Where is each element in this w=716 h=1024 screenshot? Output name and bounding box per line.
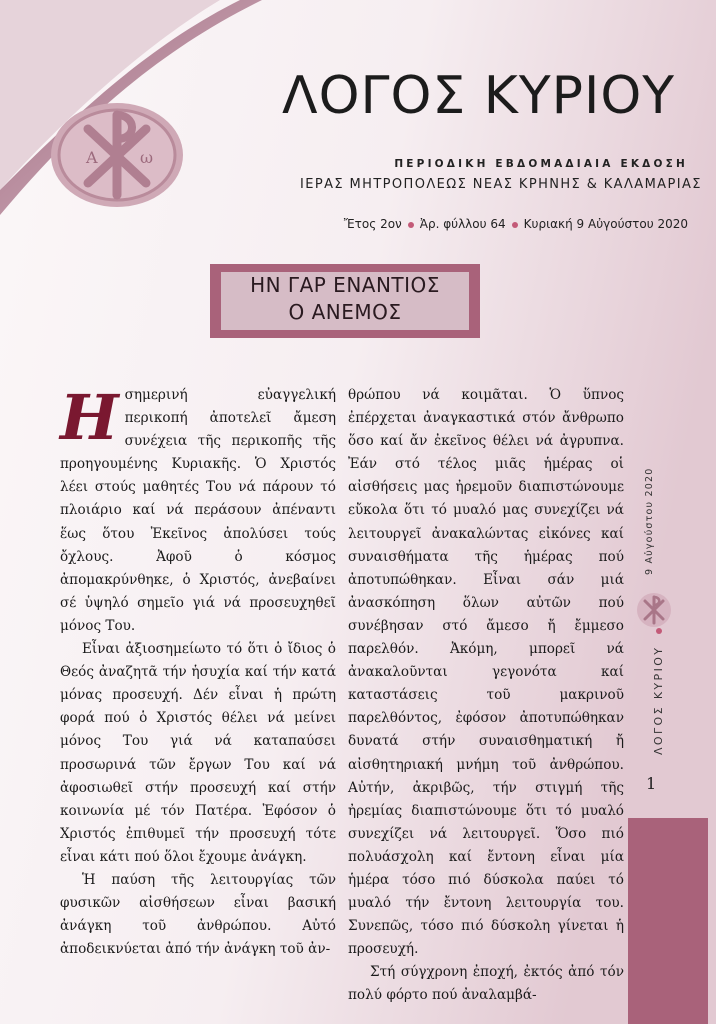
svg-text:Α: Α — [86, 148, 98, 167]
article-paragraph-5: Στή σύγχρονη ἐποχή, ἐκτός ἀπό τόν πολύ φόρτο πού ἀναλαμβά- — [348, 964, 624, 1004]
headline — [221, 272, 469, 330]
svg-text:ω: ω — [140, 148, 154, 167]
issue-number: Ἀρ. φύλλου 64 — [419, 217, 506, 231]
sidebar-date: 9 Αὐγούστου 2020 — [644, 467, 655, 575]
bullet-icon — [408, 222, 414, 228]
article-paragraph-1: Ησημερινή εὐαγγελική περικοπή ἀποτελεῖ ἄμεση συνέχεια τῆς περικοπῆς τῆς προηγουμένης Κυριακῆς. Ὁ Χριστός λέει στούς μαθητές Του νά πάρουν τό πλοιάριο καί νά περάσουν ἀπέναντι ἕως ὅτου Ἐκεῖνος ἀπολύσει τούς ὄχλους. Ἀφοῦ ὁ κόσμος ἀπομακρύνθηκε, ὁ Χριστός, ἀνεβαίνει σέ ὑψηλό σημεῖο γιά νά προσευχηθεῖ μόνος Του. — [60, 381, 336, 634]
masthead-subtitle-metropolis: ΙΕΡΑΣ ΜΗΤΡΟΠΟΛΕΩΣ ΝΕΑΣ ΚΡΗΝΗΣ & ΚΑΛΑΜΑΡΙΑΣ — [300, 177, 702, 192]
headline-box — [210, 264, 480, 338]
drop-cap: Η — [60, 381, 119, 454]
headline-line-2: Ο ΑΝΕΜΟΣ — [288, 300, 402, 324]
issue-year: Ἔτος 2ον — [343, 217, 402, 231]
article-column-right — [348, 384, 624, 1008]
sidebar-brand: ΛΟΓΟΣ ΚΥΡΙΟΥ — [652, 628, 665, 755]
article-paragraph-3: Ἡ παύση τῆς λειτουργίας τῶν φυσικῶν αἰσθήσεων εἶναι βασική ἀνάγκη τοῦ ἀνθρώπου. Αὐτό ἀποδεικνύεται ἀπό τήν ἀνάγκη τοῦ ἀν- — [60, 871, 336, 958]
issue-date: Κυριακή 9 Αὐγούστου 2020 — [523, 217, 688, 231]
chi-rho-medallion-icon — [48, 101, 186, 209]
masthead-subtitle-periodical: ΠΕΡΙΟΔΙΚΗ ΕΒΔΟΜΑΔΙΑΙΑ ΕΚΔΟΣΗ — [394, 158, 688, 170]
issue-info — [290, 217, 688, 231]
article-paragraph-2: Εἶναι ἀξιοσημείωτο τό ὅτι ὁ ἴδιος ὁ Θεός ἀναζητᾶ τήν ἡσυχία καί τήν κατά μόνας προσευχή. Δέν εἶναι ἡ πρώτη φορά πού ὁ Χριστός θέλει νά μείνει μόνος Του γιά νά καταπαύσει προσωρινά τῶν ἔργων Του καί νά ἀφοσιωθεῖ στήν προσευχή καί στήν κοινωνία μέ τόν Πατέρα. Ἐφόσον ὁ Χριστός ἐπιθυμεῖ τήν προσευχή τότε εἶναι κάτι πού ὅλοι ἔχουμε ἀνάγκη. — [60, 641, 336, 865]
page-number: 1 — [646, 774, 657, 793]
bullet-icon — [656, 628, 662, 634]
headline-line-1: ΗΝ ΓΑΡ ΕΝΑΝΤΙΟΣ — [250, 273, 440, 297]
chi-rho-small-icon — [636, 592, 672, 628]
article-paragraph-4: θρώπου νά κοιμᾶται. Ὁ ὕπνος ἐπέρχεται ἀναγκαστικά στόν ἄνθρωπο ὅσο καί ἄν ἐκεῖνος θέλει νά ἀγρυπνα. Ἐάν στό τέλος μιᾶς ἡμέρας οἱ αἰσθήσεις μας ἠρεμοῦν διαπιστώνουμε εὔκολα ὅτι τό μυαλό μας συνεχίζει νά λειτουργεῖ ἀνακαλώντας εἰκόνες καί συναισθήματα τῆς ἡμέρας πού ἀποτυπώθηκαν. Εἶναι σάν μιά ἀνασκόπηση ὅλων αὐτῶν πού συνέβησαν στό ἄμεσο ἤ ἔμμεσο παρελθόν. Ἀκόμη, μπορεῖ νά ἀνακαλοῦνται γεγονότα καί καταστάσεις τοῦ μακρινοῦ παρελθόντος, ἐφόσον ἀποτυπώθηκαν δυνατά στήν συναισθηματική ἤ αἰσθητηριακή μνήμη τοῦ ἀνθρώπου. Αὐτήν, ἀκριβῶς, τήν στιγμή τῆς ἠρεμίας διαπιστώνουμε ὅτι τό μυαλό συνεχίζει νά λειτουργεῖ. Ὅσο πιό πολυάσχολη καί ἔντονη εἶναι μία ἡμέρα τόσο πιό δύσκολα παύει τό μυαλό τήν ἔντονη λειτουργία του. Συνεπῶς, τόσο πιό δύσκολη γίνεται ἡ προσευχή. — [348, 387, 624, 958]
bullet-icon — [512, 222, 518, 228]
masthead-title: ΛΟΓΟΣ ΚΥΡΙΟΥ — [282, 66, 676, 126]
article-column-left — [60, 381, 336, 961]
